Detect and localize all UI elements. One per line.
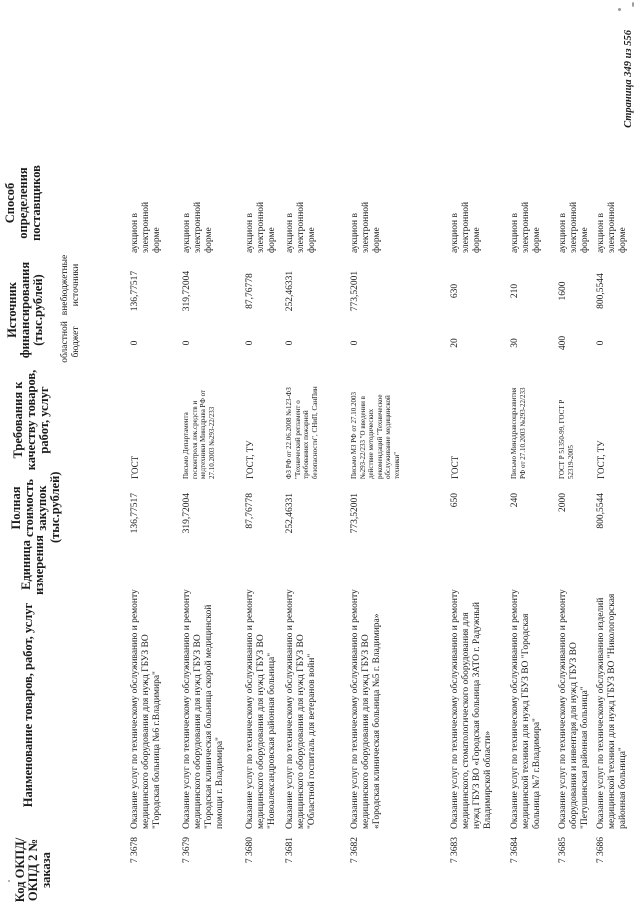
row-funding-offbudget: 210 — [510, 283, 520, 299]
row-cost: 650 — [450, 493, 460, 508]
row-funding-regional: 0 — [130, 340, 140, 346]
row-method: аукцион в электронной форме — [350, 201, 382, 253]
row-name: Оказание услуг по техническому обслуживанию и ремонту медицинского, стоматологического оборудования для нужд ГБУЗ ВО «Городская больница ЗАТО г. Радужный Владимирской области» — [450, 589, 493, 829]
row-name: Оказание услуг по техническому обслуживанию и ремонту оборудования и инвентаря для нужд ГБУЗ ВО "Петушинская районная больница" — [558, 589, 590, 829]
row-funding-offbudget: 252,46331 — [285, 270, 295, 312]
row-method: аукцион в электронной форме — [450, 201, 482, 253]
row-funding-offbudget: 1600 — [558, 281, 568, 301]
row-funding-offbudget: 87,76778 — [245, 273, 255, 309]
row-requirements: Письмо МЗ РФ от 27.10.2003 №293-22/233 "О введении в действие методических рекомендаций "Техническое обслуживание медицинской техники" — [350, 391, 401, 479]
row-cost: 319,72004 — [182, 493, 192, 534]
row-code: 7 3680 — [245, 837, 255, 864]
row-method: аукцион в электронной форме — [558, 201, 590, 253]
row-funding-offbudget: 319,72004 — [182, 270, 192, 312]
row-funding-regional: 400 — [558, 335, 568, 351]
row-requirements: ГОСТ — [450, 455, 460, 479]
row-code: 7 3679 — [182, 837, 192, 864]
row-cost: 252,46331 — [285, 493, 295, 534]
row-code: 7 3685 — [558, 837, 568, 864]
row-name: Оказание услуг по техническому обслуживанию и ремонту медицинской техники для нужд ГБУЗ ВО "Городская больница №7 г.Владимира" — [510, 589, 542, 829]
row-funding-regional: 0 — [285, 340, 295, 346]
row-method: аукцион в электронной форме — [510, 201, 542, 253]
table-header — [0, 0, 120, 905]
header-cost: Полная стоимость закупок (тыс.рублей) — [9, 471, 62, 543]
row-funding-regional: 0 — [245, 340, 255, 346]
header-funding-regional: областной бюджет — [60, 321, 81, 363]
row-name: Оказание услуг по техническому обслуживанию и ремонту медицинского оборудования для нужд ГБУЗ ВО "Новоалександровская районная больница" — [245, 589, 277, 829]
row-code: 7 3678 — [130, 837, 140, 864]
row-funding-regional: 0 — [596, 340, 606, 346]
row-cost: 136,77517 — [130, 493, 140, 534]
scan-speck — [632, 2, 634, 7]
row-name: Оказание услуг по техническому обслуживанию и ремонту медицинского оборудования для нужд ГБУЗ ВО "Городская больница №6 г.Владимира" — [130, 589, 162, 829]
header-funding: Источник финансирования (тыс.рублей) — [5, 261, 45, 359]
header-method: Способ определения поставщиков — [3, 165, 43, 241]
row-name: Оказание услуг по техническому обслуживанию и ремонту медицинского оборудования для нужд ГБУЗ ВО "Городская клиническая больница скорой медицинской помощи г. Владимира" — [182, 589, 225, 829]
row-funding-offbudget: 773,52001 — [350, 270, 360, 312]
row-code: 7 3682 — [350, 837, 360, 864]
row-code: 7 3684 — [510, 837, 520, 864]
row-funding-regional: 0 — [182, 340, 192, 346]
row-requirements: ФЗ РФ от 22.06.2008 №123-ФЗ "Технический регламент о требованиях пожарной безопасности", СНиП, СанПин — [285, 386, 319, 479]
row-funding-regional: 30 — [510, 338, 520, 348]
row-method: аукцион в электронной форме — [182, 201, 214, 253]
row-requirements: Письмо Минздравсоцразвития РФ от 27.10.2003 №293-22/233 — [510, 387, 527, 479]
row-code: 7 3686 — [596, 837, 606, 864]
row-cost: 800,5544 — [596, 493, 606, 529]
row-funding-regional: 0 — [350, 340, 360, 346]
row-method: аукцион в электронной форме — [245, 201, 277, 253]
header-funding-offbudget: внебюджетные источники — [60, 254, 81, 316]
scan-speck — [8, 880, 10, 882]
row-cost: 773,52001 — [350, 493, 360, 534]
row-code: 7 3683 — [450, 837, 460, 864]
row-cost: 2000 — [558, 493, 568, 512]
row-requirements: ГОСТ Р 51350-99, ГОСТ Р 52319-2005 — [558, 399, 575, 479]
page-number: Страница 349 из 556 — [623, 30, 634, 128]
row-name: Оказание услуг по техническому обслуживанию и ремонту медицинского оборудования для нужд ГБУЗ ВО "Областной госпиталь для ветеранов войн" — [285, 589, 317, 829]
row-requirements: ГОСТ — [130, 455, 140, 479]
row-requirements: ГОСТ, ТУ — [596, 440, 606, 479]
row-name: Оказание услуг по техническому обслуживанию изделий медицинской техники для нужд ГБУЗ ВО "Никологорская районная больница" — [596, 593, 628, 829]
row-requirements: ГОСТ, ТУ — [245, 440, 255, 479]
row-method: аукцион в электронной форме — [596, 201, 628, 253]
row-funding-regional: 20 — [450, 338, 460, 348]
header-requirements: Требования к качеству товаров, работ, услуг — [11, 369, 51, 471]
row-cost: 240 — [510, 493, 520, 508]
row-requirements: Письмо Департамента госконтроля лек.средств и медтехники Минздрава РФ от 27.10.2003 №293-22/233 — [182, 389, 216, 479]
row-method: аукцион в электронной форме — [285, 201, 317, 253]
scan-speck — [618, 8, 621, 11]
header-code: Код ОКПД/ ОКПД 2 № заказа — [13, 837, 53, 903]
header-name: Наименование товаров, работ, услуг — [21, 602, 35, 808]
row-code: 7 3681 — [285, 837, 295, 864]
row-funding-offbudget: 136,77517 — [130, 270, 140, 312]
row-method: аукцион в электронной форме — [130, 201, 162, 253]
row-cost: 87,76778 — [245, 493, 255, 529]
header-unit: Единица измерения — [19, 535, 46, 595]
row-name: Оказание услуг по техническому обслуживанию и ремонту медицинского оборудования для нужд ГБУЗ ВО «Городская клиническая больница №5 г. Владимира» — [350, 589, 382, 829]
row-funding-offbudget: 800,5544 — [596, 273, 606, 309]
row-funding-offbudget: 630 — [450, 283, 460, 299]
